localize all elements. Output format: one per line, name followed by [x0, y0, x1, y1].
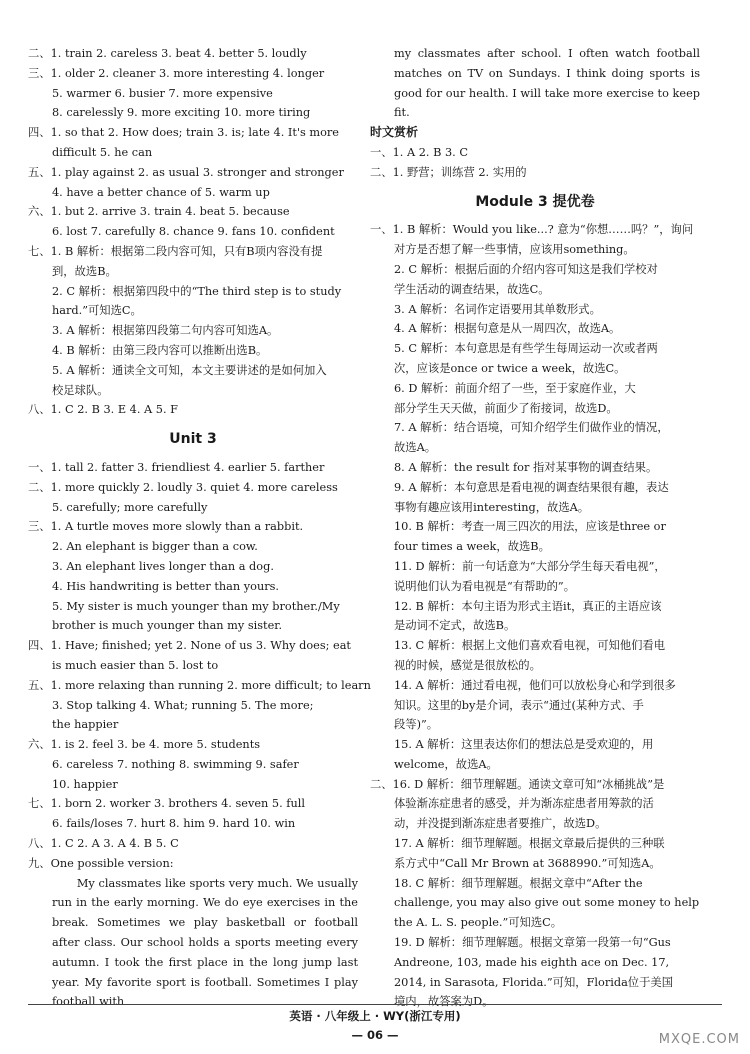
answer-line: 境内，故答案为D。 — [394, 995, 494, 1009]
answer-line: 一、1. tall 2. fatter 3. friendliest 4. earlier 5. farther — [28, 460, 325, 474]
answer-line: 四、1. Have; finished; yet 2. None of us 3. Why does; eat — [28, 639, 351, 653]
answer-line: 15. A 解析：这里表达你们的想法总是受欢迎的，用 — [394, 738, 654, 752]
unit-title: Unit 3 — [169, 431, 217, 448]
answer-line: the happier — [52, 718, 119, 732]
answer-line: 部分学生天天做，前面少了衔接词，故选D。 — [394, 401, 618, 415]
essay-continuation: my classmates after school. I often watch football matches on TV on Sundays. I think doing sports is good for our health. I will take more exercise to keep fit. — [394, 47, 700, 120]
answer-line: welcome，故选A。 — [394, 757, 498, 771]
answer-line: 6. D 解析：前面介绍了一些，至于家庭作业，大 — [394, 381, 636, 395]
answer-line: 一、1. A 2. B 3. C — [370, 145, 468, 159]
answer-line: 3. A 解析：根据第四段第二句内容可知选A。 — [52, 324, 279, 338]
answer-line: 3. An elephant lives longer than a dog. — [52, 559, 274, 573]
answer-line: 二、1. 野营；训练营 2. 实用的 — [370, 165, 527, 179]
answer-line: 三、1. A turtle moves more slowly than a rabbit. — [28, 520, 304, 534]
answer-line: 知识。这里的by是介词，表示“通过(某种方式、手 — [394, 698, 644, 712]
answer-line: 11. D 解析：前一句话意为“大部分学生每天看电视”， — [394, 559, 666, 573]
answer-line: 七、1. B 解析：根据第二段内容可知，只有B项内容没有提 — [28, 244, 323, 258]
answer-line: Andreone, 103, made his eighth ace on Dec. 17, — [394, 955, 670, 969]
answer-line: 5. carefully; more carefully — [52, 500, 208, 514]
answer-line: 17. A 解析：细节理解题。根据文章最后提供的三种联 — [394, 837, 665, 851]
answer-line: 4. A 解析：根据句意是从一周四次，故选A。 — [394, 322, 621, 336]
answer-line: 六、1. but 2. arrive 3. train 4. beat 5. because — [28, 205, 290, 219]
page-number: — 06 — — [351, 1028, 399, 1042]
answer-line: is much easier than 5. lost to — [52, 658, 219, 672]
answer-line: brother is much younger than my sister. — [52, 619, 283, 633]
answer-block — [370, 143, 700, 183]
answer-line: 六、1. is 2. feel 3. be 4. more 5. students — [28, 738, 261, 752]
answer-line: 2. C 解析：根据后面的介绍内容可知这是我们学校对 — [394, 262, 658, 276]
answer-line: 事物有趣应该用interesting，故选A。 — [394, 500, 590, 514]
section-title: 时文赏析 — [370, 125, 419, 140]
answer-line: 校足球队。 — [52, 383, 109, 397]
answer-line: 对方是否想了解一些事情，应该用something。 — [394, 243, 635, 257]
essay-paragraph: My classmates like sports very much. We usually run in the early morning. We do eye exercises in the break. Sometimes we play basketball or football after class. Our school holds a sports meeting every autumn. I took the first place in the long jump last year. My favorite sport is football. Sometimes I play football with — [52, 876, 358, 1009]
answer-line: 12. B 解析：本句主语为形式主语it，真正的主语应该 — [394, 599, 662, 613]
right-column — [370, 44, 700, 1012]
answer-line: 3. Stop talking 4. What; running 5. The more; — [52, 698, 314, 712]
answer-line: hard.”可知选C。 — [52, 304, 142, 318]
answer-line: 二、1. train 2. careless 3. beat 4. better 5. loudly — [28, 47, 307, 60]
answer-line: 13. C 解析：根据上文他们喜欢看电视，可知他们看电 — [394, 639, 666, 653]
answer-line: 二、16. D 解析：细节理解题。通读文章可知“冰桶挑战”是 — [370, 777, 665, 791]
answer-line: 三、1. older 2. cleaner 3. more interesting 4. longer — [28, 66, 325, 80]
answer-line: 3. A 解析：名词作定语要用其单数形式。 — [394, 302, 601, 316]
answer-line: 18. C 解析：细节理解题。根据文章中“After the — [394, 876, 643, 890]
answer-line: 8. A 解析：the result for 指对某事物的调查结果。 — [394, 460, 658, 474]
answer-line: difficult 5. he can — [52, 145, 153, 159]
answer-line: 次，应该是once or twice a week，故选C。 — [394, 361, 626, 375]
answer-line: 10. B 解析：考查一周三四次的用法，应该是three or — [394, 520, 666, 534]
module-title: Module 3 提优卷 — [475, 193, 595, 210]
answer-line: 2. C 解析：根据第四段中的“The third step is to study — [52, 284, 342, 298]
answer-line: 7. A 解析：结合语境，可知介绍学生们做作业的情况， — [394, 421, 669, 435]
answer-line: 视的时候，感觉是很放松的。 — [394, 658, 541, 672]
answer-line: 到，故选B。 — [52, 264, 117, 278]
answer-line: 八、1. C 2. A 3. A 4. B 5. C — [28, 837, 179, 851]
left-column — [28, 44, 371, 1012]
answer-line: 故选A。 — [394, 441, 437, 455]
answer-line: 体验渐冻症患者的感受，并为渐冻症患者用筹款的活 — [394, 797, 654, 811]
answer-line: 四、1. so that 2. How does; train 3. is; late 4. It's more — [28, 126, 339, 140]
answer-line: 2. An elephant is bigger than a cow. — [52, 540, 258, 554]
answer-line: 14. A 解析：通过看电视，他们可以放松身心和学到很多 — [394, 678, 676, 692]
answer-line: four times a week，故选B。 — [394, 540, 550, 554]
answer-line: 9. A 解析：本句意思是看电视的调查结果很有趣，表达 — [394, 480, 669, 494]
answer-line: 6. careless 7. nothing 8. swimming 9. safer — [52, 757, 299, 771]
answer-block — [28, 44, 358, 420]
answer-line: 5. warmer 6. busier 7. more expensive — [52, 86, 273, 100]
watermark-logo: MXQE.COM — [658, 1032, 740, 1047]
answer-line: 七、1. born 2. worker 3. brothers 4. seven 5. full — [28, 797, 305, 811]
answer-line: 二、1. more quickly 2. loudly 3. quiet 4. more careless — [28, 480, 338, 494]
answer-line: 一、1. B 解析：Would you like...? 意为“你想……吗？”，询问 — [370, 223, 694, 237]
answer-line: 动，并没提到渐冻症患者要推广，故选D。 — [394, 817, 607, 831]
footer-divider — [28, 1004, 722, 1005]
answer-line: 5. A 解析：通读全文可知，本文主要讲述的是如何加入 — [52, 363, 327, 377]
answer-line: 2014, in Sarasota, Florida.”可知，Florida位于美国 — [394, 975, 673, 989]
answer-line: 4. have a better chance of 5. warm up — [52, 185, 270, 199]
answer-line: 10. happier — [52, 777, 118, 791]
answer-line: 5. My sister is much younger than my brother./My — [52, 599, 340, 613]
footer-title: 英语 · 八年级上 · WY(浙江专用) — [289, 1009, 461, 1023]
answer-line: 八、1. C 2. B 3. E 4. A 5. F — [28, 403, 178, 417]
answer-line: 6. fails/loses 7. hurt 8. him 9. hard 10. win — [52, 817, 296, 831]
answer-line: 说明他们认为看电视是“有帮助的”。 — [394, 579, 576, 593]
answer-line: 五、1. play against 2. as usual 3. stronger and stronger — [28, 165, 344, 179]
answer-line: 6. lost 7. carefully 8. chance 9. fans 10. confident — [52, 225, 335, 239]
answer-block — [370, 220, 700, 1012]
answer-line: 5. C 解析：本句意思是有些学生每周运动一次或者两 — [394, 342, 658, 356]
answer-line: 学生活动的调查结果，故选C。 — [394, 282, 550, 296]
answer-line: 8. carelessly 9. more exciting 10. more tiring — [52, 106, 311, 120]
answer-line: 段等)”。 — [394, 718, 439, 732]
answer-line: 五、1. more relaxing than running 2. more difficult; to learn — [28, 678, 371, 692]
answer-line: 4. His handwriting is better than yours. — [52, 579, 280, 593]
answer-line: 19. D 解析：细节理解题。根据文章第一段第一句“Gus — [394, 936, 671, 950]
answer-block — [28, 458, 371, 874]
answer-line: challenge, you may also give out some money to help — [394, 896, 700, 910]
answer-line: 九、One possible version: — [28, 856, 174, 870]
answer-line: 4. B 解析：由第三段内容可以推断出选B。 — [52, 343, 268, 357]
answer-line: the A. L. S. people.”可知选C。 — [394, 916, 563, 930]
answer-line: 是动词不定式，故选B。 — [394, 619, 516, 633]
answer-line: 系方式中“Call Mr Brown at 3688990.”可知选A。 — [394, 856, 661, 870]
